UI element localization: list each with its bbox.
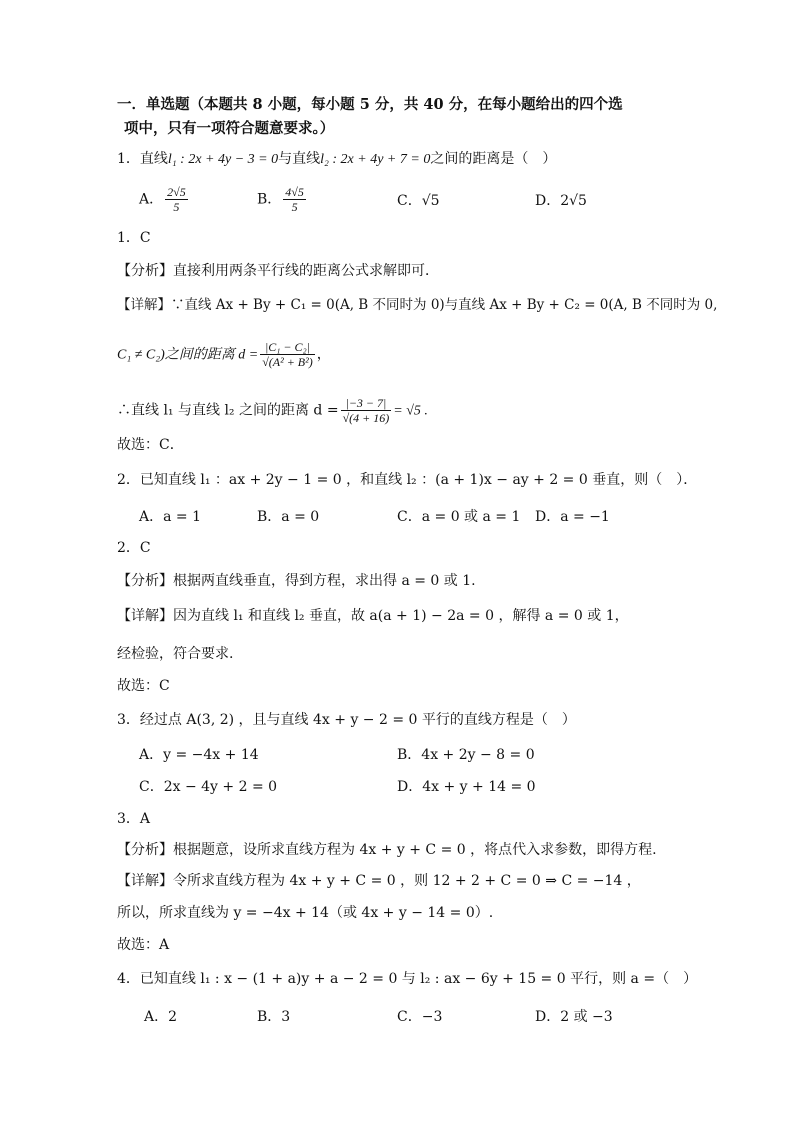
q3-detail-1: 【详解】令所求直线方程为 4x + y + C = 0 ，则 12 + 2 + C = 0 ⇒ C = −14 ， bbox=[117, 873, 641, 889]
q3-option-b: B．4x + 2y − 8 = 0 bbox=[397, 747, 535, 763]
q3-detail-2: 所以，所求直线为 y = −4x + 14（或 4x + y − 14 = 0）. bbox=[117, 905, 494, 921]
q1-option-a-label: A． bbox=[139, 191, 164, 208]
section-title-line-2: 项中，只有一项符合题意要求。） bbox=[124, 120, 335, 137]
q3-option-c: C．2x − 4y + 2 = 0 bbox=[139, 779, 278, 795]
q1-detail-3-denominator: √(4 + 16) bbox=[342, 411, 390, 425]
q1-detail-3 bbox=[117, 396, 428, 425]
q3-analysis: 【分析】根据题意，设所求直线方程为 4x + y + C = 0 ，将点代入求参数，即得方程. bbox=[117, 842, 657, 858]
q1-option-b-denominator: 5 bbox=[291, 200, 298, 214]
q2-option-b: B．a = 0 bbox=[257, 509, 320, 525]
q3-answer: 3．A bbox=[117, 811, 151, 827]
q4-stem: 4．已知直线 l₁ : x − (1 + a)y + a − 2 = 0 与 l₂ : ax − 6y + 15 = 0 平行，则 a =（ ） bbox=[117, 971, 698, 987]
q1-stem-b: 与直线 bbox=[278, 151, 321, 167]
q1-answer: 1．C bbox=[117, 230, 151, 246]
q1-option-a bbox=[139, 185, 190, 214]
q1-detail-2-b: ， bbox=[316, 346, 331, 363]
q1-option-a-numerator: 2√5 bbox=[167, 185, 186, 199]
q1-detail-2 bbox=[117, 340, 331, 369]
q4-option-d: D．2 或 −3 bbox=[535, 1009, 613, 1025]
q1-detail-3-b: = √5 . bbox=[393, 403, 428, 419]
q1-detail-2-denominator: √(A² + B²) bbox=[262, 355, 313, 369]
q2-option-d: D．a = −1 bbox=[535, 509, 610, 525]
q3-option-d: D．4x + y + 14 = 0 bbox=[397, 779, 536, 795]
q2-detail-2: 经检验，符合要求. bbox=[117, 646, 234, 662]
q4-option-a: A．2 bbox=[144, 1009, 178, 1025]
q1-stem-a: 1．直线 bbox=[117, 151, 168, 167]
q2-option-a: A．a = 1 bbox=[139, 509, 201, 525]
q1-stem bbox=[117, 150, 556, 169]
q1-detail-1: 【详解】∵直线 Ax + By + C₁ = 0(A, B 不同时为 0)与直线 Ax + By + C₂ = 0(A, B 不同时为 0, bbox=[117, 297, 718, 313]
q1-detail-3-numerator: |−3 − 7| bbox=[341, 396, 392, 411]
q2-answer: 2．C bbox=[117, 540, 151, 556]
q1-analysis: 【分析】直接利用两条平行线的距离公式求解即可． bbox=[117, 263, 439, 279]
q1-option-c: C．√5 bbox=[397, 193, 440, 209]
q4-option-b: B．3 bbox=[257, 1009, 291, 1025]
q1-detail-2-numerator: |C₁ − C₂| bbox=[260, 340, 315, 355]
q2-choose: 故选：C bbox=[117, 678, 170, 694]
q4-option-c: C．−3 bbox=[397, 1009, 443, 1025]
q3-choose: 故选：A bbox=[117, 937, 170, 953]
q1-stem-eq2: l₂ : 2x + 4y + 7 = 0 bbox=[320, 152, 431, 167]
q1-stem-eq1: l₁ : 2x + 4y − 3 = 0 bbox=[167, 152, 279, 167]
q1-choose: 故选：C． bbox=[117, 437, 184, 453]
q1-option-a-denominator: 5 bbox=[173, 200, 180, 214]
q1-detail-2-a: C₁ ≠ C₂)之间的距离 d = bbox=[117, 347, 259, 363]
q1-option-b-numerator: 4√5 bbox=[285, 185, 304, 199]
q2-analysis: 【分析】根据两直线垂直，得到方程，求出得 a = 0 或 1. bbox=[117, 573, 476, 589]
q1-stem-c: 之间的距离是（ ） bbox=[430, 151, 557, 167]
q2-option-c: C．a = 0 或 a = 1 bbox=[397, 509, 521, 525]
q2-stem: 2．已知直线 l₁ ：ax + 2y − 1 = 0 ，和直线 l₂ ：(a + 1)x − ay + 2 = 0 垂直，则（ ）． bbox=[117, 472, 698, 488]
q1-option-b-label: B． bbox=[257, 191, 282, 208]
q1-detail-2-fraction bbox=[260, 340, 315, 369]
q3-stem: 3．经过点 A(3, 2) ，且与直线 4x + y − 2 = 0 平行的直线方程是（ ） bbox=[117, 712, 576, 728]
q1-option-d: D．2√5 bbox=[535, 193, 587, 209]
q3-option-a: A．y = −4x + 14 bbox=[139, 747, 259, 763]
q1-option-b bbox=[257, 185, 308, 214]
q1-option-a-fraction bbox=[165, 185, 188, 214]
q1-detail-3-fraction bbox=[341, 396, 392, 425]
section-title-line-1: 一．单选题（本题共 8 小题，每小题 5 分，共 40 分，在每小题给出的四个选 bbox=[117, 96, 623, 113]
q1-option-b-fraction bbox=[283, 185, 306, 214]
q2-detail-1: 【详解】因为直线 l₁ 和直线 l₂ 垂直，故 a(a + 1) − 2a = 0 ，解得 a = 0 或 1， bbox=[117, 608, 629, 624]
q1-detail-3-a: ∴直线 l₁ 与直线 l₂ 之间的距离 d = bbox=[117, 402, 339, 419]
